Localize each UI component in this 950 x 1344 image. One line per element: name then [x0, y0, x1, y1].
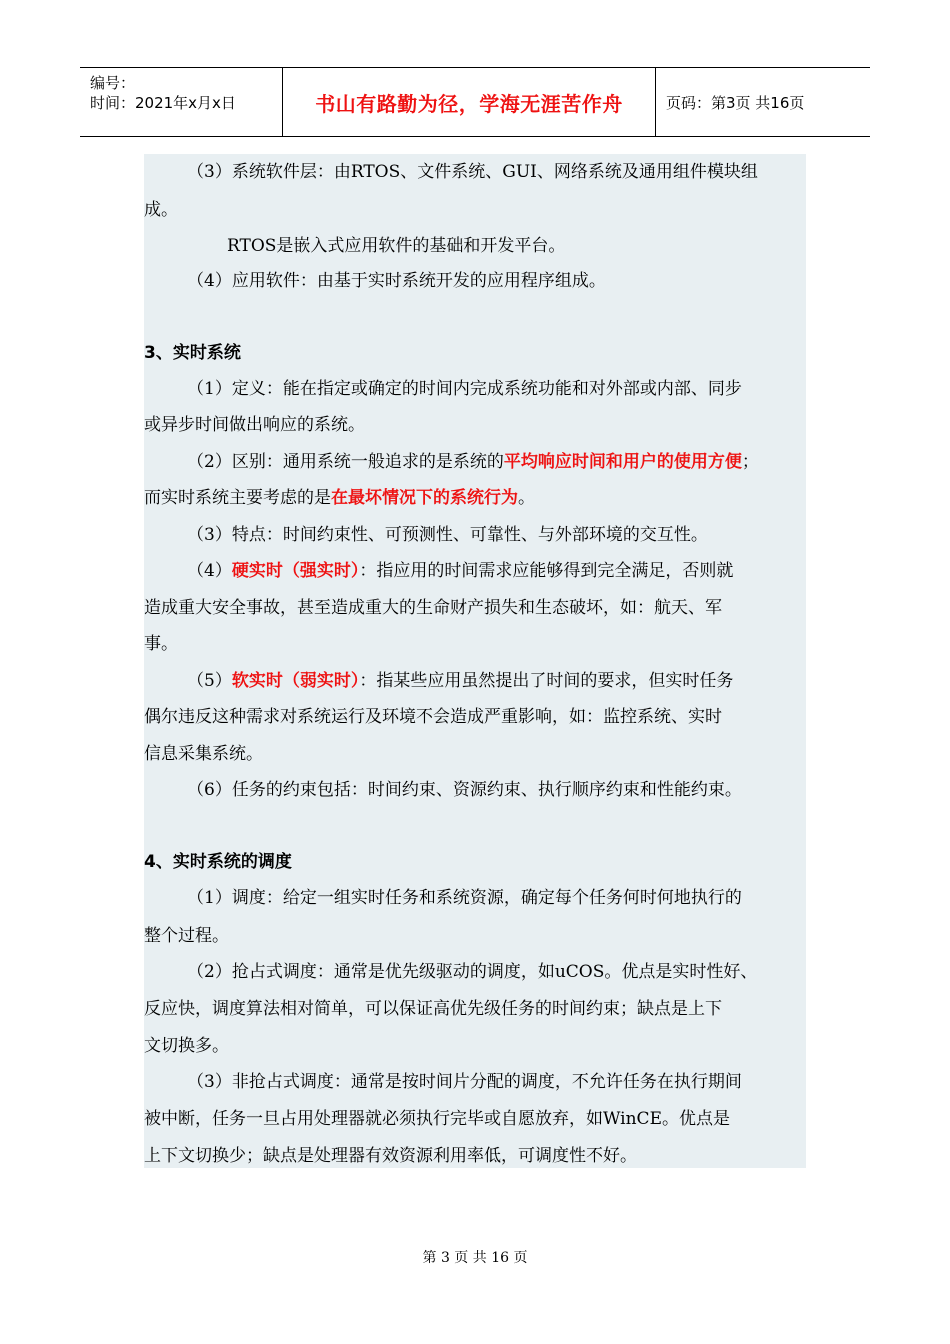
- paragraph-line: RTOS是嵌入式应用软件的基础和开发平台。: [227, 236, 566, 256]
- paragraph-line: （3）非抢占式调度：通常是按时间片分配的调度，不允许任务在执行期间: [187, 1072, 742, 1092]
- paragraph-line: 成。: [144, 200, 178, 220]
- paragraph-line: 或异步时间做出响应的系统。: [144, 415, 365, 435]
- document-number-label: 编号：: [90, 74, 136, 92]
- paragraph-line: 文切换多。: [144, 1036, 229, 1056]
- document-header: [80, 67, 870, 137]
- paragraph-line: 被中断，任务一旦占用处理器就必须执行完毕或自愿放弃，如WinCE。优点是: [144, 1109, 730, 1129]
- highlight-text: 在最坏情况下的系统行为: [331, 488, 518, 508]
- paragraph-line: [187, 669, 733, 693]
- header-page-label: 页码：第3页 共16页: [666, 93, 805, 112]
- text-run: ：指某些应用虽然提出了时间的要求，但实时任务: [359, 671, 734, 691]
- paragraph-line: 事。: [144, 634, 178, 654]
- highlight-text: 硬实时（强实时）: [231, 561, 360, 581]
- text-run: （5）: [187, 671, 232, 691]
- paragraph-line: （4）应用软件：由基于实时系统开发的应用程序组成。: [187, 271, 606, 291]
- paragraph-line: 偶尔违反这种需求对系统运行及环境不会造成严重影响，如：监控系统、实时: [144, 707, 722, 727]
- page-footer: 第 3 页 共 16 页: [422, 1250, 528, 1266]
- text-run: （4）: [187, 561, 232, 581]
- paragraph-line: [144, 486, 535, 510]
- paragraph-line: 造成重大安全事故，甚至造成重大的生命财产损失和生态破坏，如：航天、军: [144, 598, 722, 618]
- paragraph-line: [187, 559, 733, 583]
- text-run: ；: [741, 452, 759, 472]
- paragraph-line: （3）特点：时间约束性、可预测性、可靠性、与外部环境的交互性。: [187, 525, 708, 545]
- header-motto: 书山有路勤为径，学海无涯苦作舟: [283, 68, 656, 136]
- paragraph-line: （2）抢占式调度：通常是优先级驱动的调度，如uCOS。优点是实时性好、: [187, 962, 758, 982]
- text-run: ：指应用的时间需求应能够得到完全满足，否则就: [359, 561, 734, 581]
- document-date-label: 时间：2021年x月x日: [90, 94, 236, 112]
- text-run: （2）区别：通用系统一般追求的是系统的: [187, 452, 504, 472]
- section-heading-4: 4、实时系统的调度: [144, 852, 292, 872]
- paragraph-line: [187, 450, 759, 474]
- text-run: 。: [518, 488, 535, 508]
- highlight-text: 平均响应时间和用户的使用方便: [503, 452, 742, 472]
- header-meta-cell: [80, 68, 283, 136]
- text-run: 而实时系统主要考虑的是: [144, 488, 331, 508]
- highlight-text: 软实时（弱实时）: [231, 671, 360, 691]
- paragraph-line: （1）定义：能在指定或确定的时间内完成系统功能和对外部或内部、同步: [187, 379, 742, 399]
- paragraph-line: （6）任务的约束包括：时间约束、资源约束、执行顺序约束和性能约束。: [187, 780, 742, 800]
- paragraph-line: 上下文切换少；缺点是处理器有效资源利用率低，可调度性不好。: [144, 1146, 637, 1166]
- paragraph-line: 反应快，调度算法相对简单，可以保证高优先级任务的时间约束；缺点是上下: [144, 999, 722, 1019]
- paragraph-line: 整个过程。: [144, 926, 229, 946]
- section-heading-3: 3、实时系统: [144, 343, 241, 363]
- paragraph-line: （3）系统软件层：由RTOS、文件系统、GUI、网络系统及通用组件模块组: [187, 162, 758, 182]
- paragraph-line: （1）调度：给定一组实时任务和系统资源，确定每个任务何时何地执行的: [187, 888, 742, 908]
- paragraph-line: 信息采集系统。: [144, 744, 263, 764]
